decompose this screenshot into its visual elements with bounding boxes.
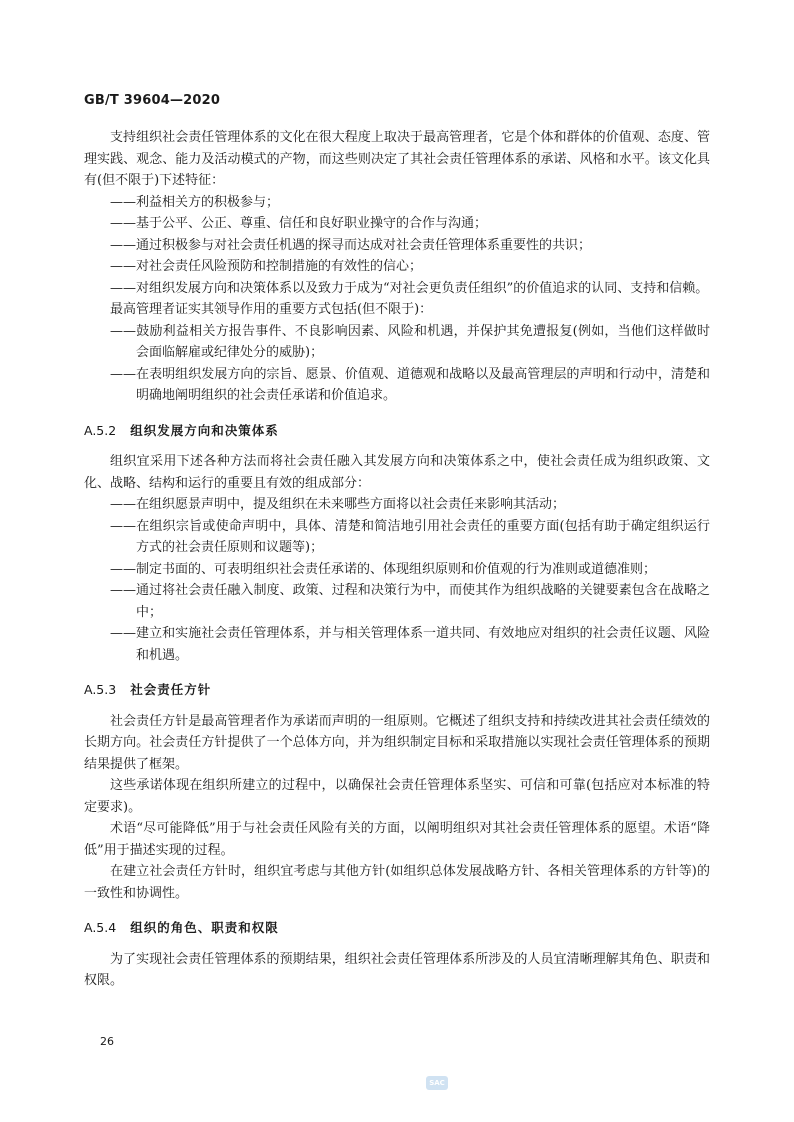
section-number: A.5.4	[84, 920, 117, 935]
section-title: 组织的角色、职责和权限	[130, 920, 279, 935]
list-item: ——在组织宗旨或使命声明中，具体、清楚和简洁地引用社会责任的重要方面(包括有助于确定组织运行方式的社会责任原则和议题等)；	[110, 518, 710, 555]
section-title: 社会责任方针	[130, 682, 212, 697]
section-title: 组织发展方向和决策体系	[130, 422, 279, 438]
paragraph: 支持组织社会责任管理体系的文化在很大程度上取决于最高管理者，它是个体和群体的价值观、态度、管理实践、观念、能力及活动模式的产物，而这些则决定了其社会责任管理体系的承诺、风格和水平。该文化具有(但不限于)下述特征：	[84, 130, 710, 188]
page-number: 26	[100, 1035, 114, 1048]
section-number: A.5.2	[84, 422, 117, 438]
paragraph: 组织宜采用下述各种方法而将社会责任融入其发展方向和决策体系之中，使社会责任成为组织政策、文化、战略、结构和运行的重要且有效的组成部分：	[84, 454, 710, 491]
list-item: ——在表明组织发展方向的宗旨、愿景、价值观、道德观和战略以及最高管理层的声明和行动中，清楚和明确地阐明组织的社会责任承诺和价值追求。	[110, 366, 710, 403]
section-number: A.5.3	[84, 682, 117, 697]
list-item: ——通过积极参与对社会责任机遇的探寻而达成对社会责任管理体系重要性的共识；	[110, 237, 592, 253]
list-item: ——鼓励利益相关方报告事件、不良影响因素、风险和机遇，并保护其免遭报复(例如，当他们这样做时会面临解雇或纪律处分的威胁)；	[110, 323, 710, 360]
list-item: ——基于公平、公正、尊重、信任和良好职业操守的合作与沟通；	[110, 216, 488, 231]
list-item: ——对组织发展方向和决策体系以及致力于成为“对社会更负责任组织”的价值追求的认同、支持和信赖。	[110, 280, 709, 296]
paragraph: 在建立社会责任方针时，组织宜考虑与其他方针(如组织总体发展战略方针、各相关管理体系的方针等)的一致性和协调性。	[84, 864, 710, 901]
paragraph: 术语“尽可能降低”用于与社会责任风险有关的方面，以阐明组织对其社会责任管理体系的愿望。术语“降低”用于描述实现的过程。	[84, 821, 710, 858]
list-item: ——制定书面的、可表明组织社会责任承诺的、体现组织原则和价值观的行为准则或道德准则；	[110, 561, 657, 577]
paragraph: 为了实现社会责任管理体系的预期结果，组织社会责任管理体系所涉及的人员宜清晰理解其角色、职责和权限。	[84, 951, 710, 988]
standard-code-header: GB/T 39604—2020	[84, 93, 221, 108]
section-heading	[84, 679, 710, 701]
list-item: ——建立和实施社会责任管理体系，并与相关管理体系一道共同、有效地应对组织的社会责任议题、风险和机遇。	[110, 626, 710, 663]
sac-logo-icon: SAC	[426, 1076, 448, 1090]
section-heading	[84, 420, 710, 442]
paragraph: 这些承诺体现在组织所建立的过程中，以确保社会责任管理体系坚实、可信和可靠(包括应对本标准的特定要求)。	[84, 778, 710, 815]
list-item: ——通过将社会责任融入制度、政策、过程和决策行为中，而使其作为组织战略的关键要素包含在战略之中；	[110, 583, 710, 620]
list-item: ——对社会责任风险预防和控制措施的有效性的信心；	[110, 259, 423, 274]
section-heading	[84, 917, 710, 939]
paragraph: 最高管理者证实其领导作用的重要方式包括(但不限于)：	[110, 302, 433, 317]
list-item: ——在组织愿景声明中，提及组织在未来哪些方面将以社会责任来影响其活动；	[110, 497, 566, 512]
list-item: ——利益相关方的积极参与；	[110, 194, 280, 210]
document-body	[84, 127, 710, 992]
paragraph: 社会责任方针是最高管理者作为承诺而声明的一组原则。它概述了组织支持和持续改进其社会责任绩效的长期方向。社会责任方针提供了一个总体方向，并为组织制定目标和采取措施以实现社会责任管理体系的预期结果提供了框架。	[84, 713, 710, 772]
